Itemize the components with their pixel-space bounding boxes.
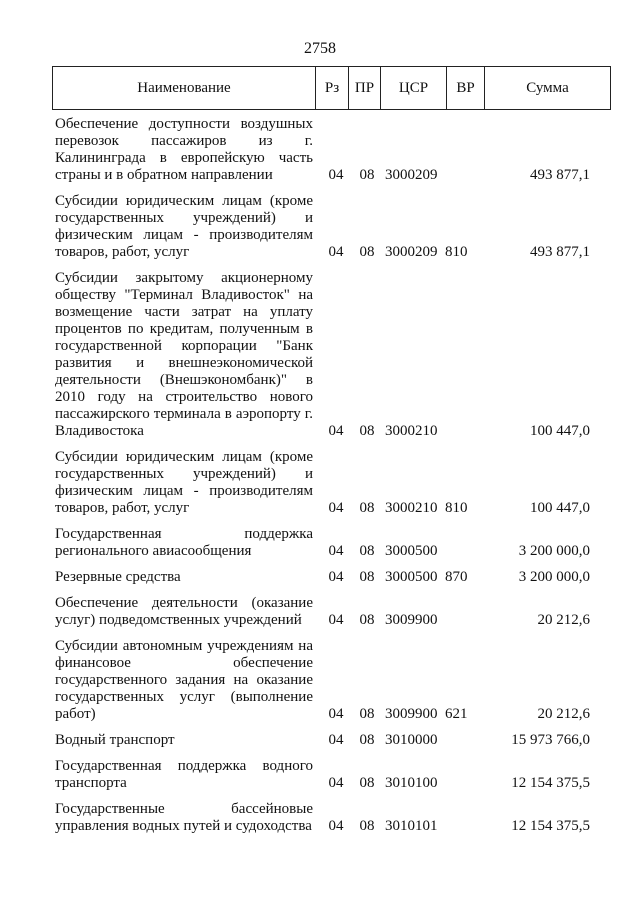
row-name: Субсидии юридическим лицам (кроме государственных учреждений) и физическим лицам - производителям товаров, работ, услуг xyxy=(55,449,313,516)
row-csr: 3000209 xyxy=(385,244,438,260)
row-sum: 15 973 766,0 xyxy=(511,732,590,748)
row-vr: 621 xyxy=(445,706,468,722)
row-name: Государственная поддержка водного транспорта xyxy=(55,758,313,791)
row-rz: 04 xyxy=(328,732,344,748)
row-sum: 493 877,1 xyxy=(530,167,590,183)
header-pr: ПР xyxy=(349,67,381,109)
row-sum: 3 200 000,0 xyxy=(518,543,590,559)
row-name: Государственная поддержка регионального авиасообщения xyxy=(55,526,313,559)
table-row xyxy=(55,270,590,440)
row-pr: 08 xyxy=(359,818,375,834)
row-pr: 08 xyxy=(359,244,375,260)
row-rz: 04 xyxy=(328,612,344,628)
row-vr: 870 xyxy=(445,569,468,585)
header-vr: ВР xyxy=(447,67,485,109)
row-sum: 20 212,6 xyxy=(537,706,590,722)
table-row xyxy=(55,595,590,629)
row-csr: 3000500 xyxy=(385,569,438,585)
row-rz: 04 xyxy=(328,706,344,722)
table-row xyxy=(55,193,590,261)
row-pr: 08 xyxy=(359,569,375,585)
row-sum: 100 447,0 xyxy=(530,423,590,439)
table-row xyxy=(55,758,590,792)
table-row xyxy=(55,732,590,749)
row-vr: 810 xyxy=(445,244,468,260)
table-row xyxy=(55,116,590,184)
header-name: Наименование xyxy=(53,67,316,109)
row-pr: 08 xyxy=(359,732,375,748)
row-pr: 08 xyxy=(359,500,375,516)
row-name: Резервные средства xyxy=(55,569,181,585)
row-rz: 04 xyxy=(328,500,344,516)
table-header xyxy=(52,66,611,110)
row-name: Обеспечение доступности воздушных перевозок пассажиров из г. Калининграда в европейскую часть страны и в обратном направлении xyxy=(55,116,313,183)
row-csr: 3000210 xyxy=(385,500,438,516)
row-rz: 04 xyxy=(328,423,344,439)
table-row xyxy=(55,526,590,560)
row-sum: 12 154 375,5 xyxy=(511,818,590,834)
row-pr: 08 xyxy=(359,423,375,439)
row-rz: 04 xyxy=(328,244,344,260)
row-csr: 3000500 xyxy=(385,543,438,559)
table-row xyxy=(55,449,590,517)
table-body xyxy=(55,116,590,844)
row-sum: 20 212,6 xyxy=(537,612,590,628)
row-sum: 12 154 375,5 xyxy=(511,775,590,791)
row-csr: 3000210 xyxy=(385,423,438,439)
row-rz: 04 xyxy=(328,543,344,559)
row-csr: 3009900 xyxy=(385,612,438,628)
header-sum: Сумма xyxy=(526,79,569,96)
row-csr: 3009900 xyxy=(385,706,438,722)
row-vr: 810 xyxy=(445,500,468,516)
row-name: Субсидии юридическим лицам (кроме государственных учреждений) и физическим лицам - производителям товаров, работ, услуг xyxy=(55,193,313,260)
row-pr: 08 xyxy=(359,167,375,183)
table-row xyxy=(55,569,590,586)
row-name: Государственные бассейновые управления водных путей и судоходства xyxy=(55,801,313,834)
row-pr: 08 xyxy=(359,706,375,722)
row-name: Субсидии автономным учреждениям на финансовое обеспечение государственного задания на оказание государственных услуг (выполнение работ) xyxy=(55,638,313,722)
row-name: Обеспечение деятельности (оказание услуг) подведомственных учреждений xyxy=(55,595,313,628)
row-sum: 100 447,0 xyxy=(530,500,590,516)
table-row xyxy=(55,638,590,723)
table-row xyxy=(55,801,590,835)
row-sum: 3 200 000,0 xyxy=(518,569,590,585)
row-csr: 3010100 xyxy=(385,775,438,791)
row-csr: 3010101 xyxy=(385,818,438,834)
row-rz: 04 xyxy=(328,167,344,183)
header-csr: ЦСР xyxy=(381,67,447,109)
row-name: Субсидии закрытому акционерному обществу "Терминал Владивосток" на возмещение части затрат на уплату процентов по кредитам, полученным в государственной корпорации "Банк развития и внешнеэкономической деятельности (Внешэкономбанк)" в 2010 году на строительство нового пассажирского терминала в аэропорту г. Владивостока xyxy=(55,270,313,439)
row-pr: 08 xyxy=(359,775,375,791)
row-pr: 08 xyxy=(359,543,375,559)
row-csr: 3000209 xyxy=(385,167,438,183)
header-rz: Рз xyxy=(316,67,349,109)
page-number: 2758 xyxy=(304,40,336,57)
row-pr: 08 xyxy=(359,612,375,628)
row-rz: 04 xyxy=(328,818,344,834)
row-name: Водный транспорт xyxy=(55,732,175,748)
row-rz: 04 xyxy=(328,775,344,791)
row-csr: 3010000 xyxy=(385,732,438,748)
row-rz: 04 xyxy=(328,569,344,585)
row-sum: 493 877,1 xyxy=(530,244,590,260)
